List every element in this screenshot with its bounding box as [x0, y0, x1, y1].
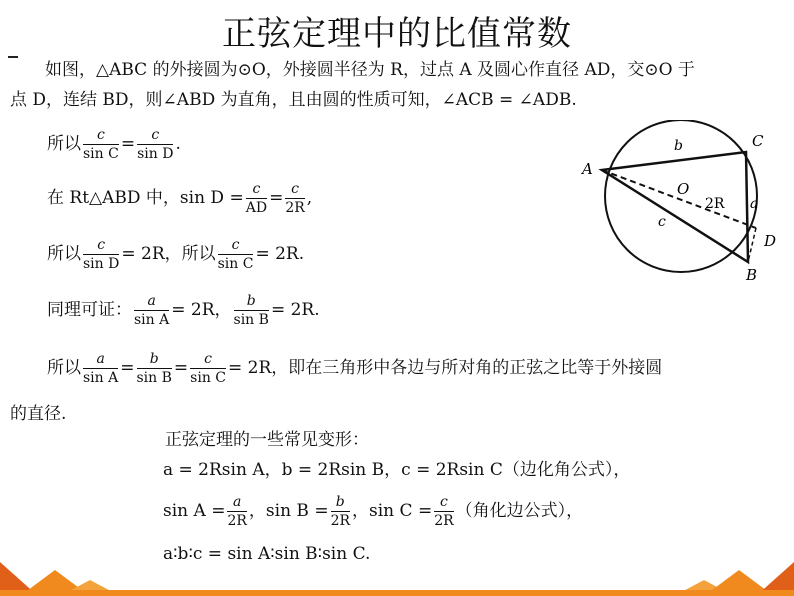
step-1-prefix: 所以	[47, 134, 81, 154]
fraction: $\frac{b}{\text{sin B}}$	[136, 351, 172, 386]
page-title: 正弦定理中的比值常数	[222, 14, 572, 54]
label-side-c: c	[658, 214, 666, 230]
label-d-point: D	[764, 232, 777, 250]
fraction: $\frac{a}{2R}$	[227, 494, 247, 529]
fraction: $\frac{a}{\text{sin A}}$	[134, 293, 170, 328]
variants-line-3: a∶b∶c = sin A∶sin B∶sin C.	[163, 544, 371, 564]
fraction: $\frac{b}{\text{sin B}}$	[233, 293, 269, 328]
decorative-footer	[0, 552, 794, 596]
label-a-vertex: A	[582, 160, 593, 178]
label-o-center: O	[677, 180, 690, 198]
label-2r: 2R	[705, 196, 725, 212]
label-side-a: a	[750, 196, 759, 212]
margin-mark	[8, 56, 18, 58]
paragraph-line-1: 如图，△ABC 的外接圆为⊙O，外接圆半径为 R，过点 A 及圆心作直径 AD，交⊙O 于	[45, 60, 695, 80]
step-1: 所以 $\frac{c}{\text{sin C}}$ = $\frac{c}{\text{sin D}}$ .	[47, 127, 181, 162]
step-2: 在 Rt△ABD 中，sin D = $\frac{c}{AD}$ = $\frac{c}{2R}$ ,	[47, 181, 313, 216]
fraction: $\frac{c}{2R}$	[285, 181, 305, 216]
label-c-vertex: C	[752, 132, 764, 150]
step-4: 同理可证： $\frac{a}{\text{sin A}}$ = 2R， $\frac{b}{\text{sin B}}$ = 2R.	[47, 293, 320, 328]
footer-bar	[0, 590, 794, 596]
step-3: 所以 $\frac{c}{\text{sin D}}$ = 2R，所以 $\frac{c}{\text{sin C}}$ = 2R.	[47, 237, 305, 272]
fraction: $\frac{c}{\text{sin D}}$	[83, 237, 120, 272]
fraction: $\frac{c}{\text{sin C}}$	[217, 237, 254, 272]
circumcircle-diagram	[574, 120, 794, 290]
label-side-b: b	[674, 138, 683, 154]
fraction: $\frac{c}{\text{sin C}}$	[83, 127, 119, 162]
variants-line-1: a = 2Rsin A，b = 2Rsin B，c = 2Rsin C（边化角公式），	[163, 460, 631, 480]
label-b-vertex: B	[746, 266, 758, 284]
paragraph-line-2: 点 D，连结 BD，则∠ABD 为直角，且由圆的性质可知，∠ACB = ∠ADB.	[10, 90, 577, 110]
fraction: $\frac{b}{2R}$	[330, 494, 351, 529]
fraction: $\frac{c}{2R}$	[434, 494, 454, 529]
segment-bd	[748, 228, 756, 262]
step-5-continuation: 的直径.	[10, 404, 67, 424]
variants-title: 正弦定理的一些常见变形：	[165, 430, 369, 450]
step-5: 所以 $\frac{a}{\text{sin A}}$ = $\frac{b}{\text{sin B}}$ = $\frac{c}{\text{sin C}}$ = 2R，即在三角形中各边与所对角的正弦之比等于外接圆	[47, 351, 663, 386]
fraction: $\frac{a}{\text{sin A}}$	[83, 351, 119, 386]
fraction: $\frac{c}{\text{sin C}}$	[190, 351, 227, 386]
variants-line-2: sin A = $\frac{a}{2R}$ ，sin B = $\frac{b}{2R}$ ，sin C = $\frac{c}{2R}$ （角化边公式），	[163, 494, 584, 529]
fraction: $\frac{c}{\text{sin D}}$	[137, 127, 174, 162]
fraction: $\frac{c}{AD}$	[245, 181, 268, 216]
